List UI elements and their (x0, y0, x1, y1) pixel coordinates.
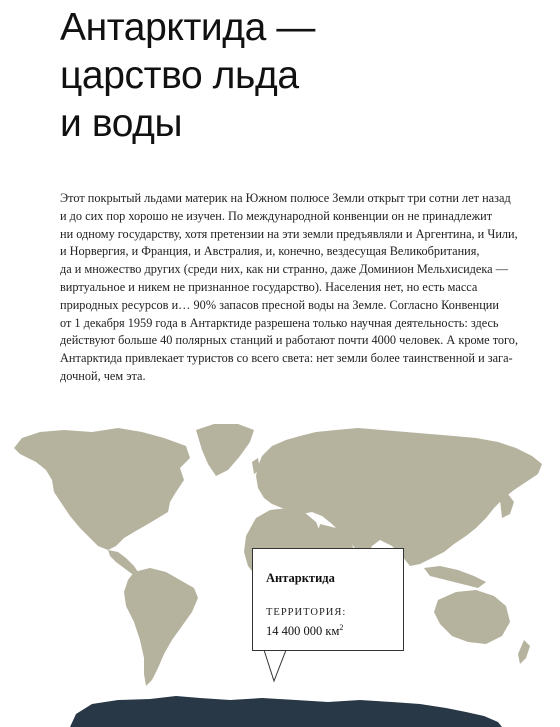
south-america-shape (124, 568, 198, 686)
article-title (60, 4, 540, 148)
body-line: виртуальное и никем не признанное государство). Населения нет, но есть масса (60, 279, 478, 294)
title-line: и воды (60, 102, 183, 145)
indonesia-shape (424, 566, 486, 588)
body-line: да и множество других (среди них, как ни странно, даже Доминион Мельхисидека — (60, 262, 508, 277)
australia-shape (434, 590, 510, 644)
article-body (60, 190, 548, 386)
body-line: природных ресурсов и… 90% запасов пресной воды на Земле. Согласно Конвенции (60, 297, 499, 312)
central-america-shape (108, 550, 138, 574)
body-line: Этот покрытый льдами материк на Южном полюсе Земли открыт три сотни лет назад (60, 191, 511, 205)
territory-number: 14 400 000 км (266, 624, 340, 638)
area-unit-superscript: 2 (339, 623, 344, 632)
territory-callout (252, 548, 404, 651)
territory-label: ТЕРРИТОРИЯ: (266, 607, 347, 618)
north-america-shape (14, 428, 190, 550)
body-line: ни одному государству, хотя претензии на эти земли предъявляли и Аргентина, и Чили, (60, 226, 518, 241)
body-line: дочной, чем эта. (60, 368, 146, 383)
antarctica-shape (70, 696, 502, 727)
title-line: царство льда (60, 54, 299, 97)
body-line: и до сих пор хорошо не изучен. По международной конвенции он не принадлежит (60, 208, 493, 223)
territory-value (266, 623, 343, 639)
body-line: от 1 декабря 1959 года в Антарктиде разрешена только научная деятельность: здесь (60, 315, 499, 330)
new-zealand-shape (518, 640, 530, 664)
greenland-shape (196, 424, 254, 476)
body-line: и Норвергия, и Франция, и Австралия, и, конечно, вездесущая Великобритания, (60, 244, 480, 259)
body-line: действуют больше 40 полярных станций и работают почти 4000 человек. А кроме того, (60, 333, 519, 348)
title-line: Антарктида — (60, 6, 315, 49)
callout-title: Антарктида (266, 571, 335, 585)
body-line: Антарктида привлекает туристов со всего света: нет земли более таинственной и зага- (60, 351, 513, 366)
